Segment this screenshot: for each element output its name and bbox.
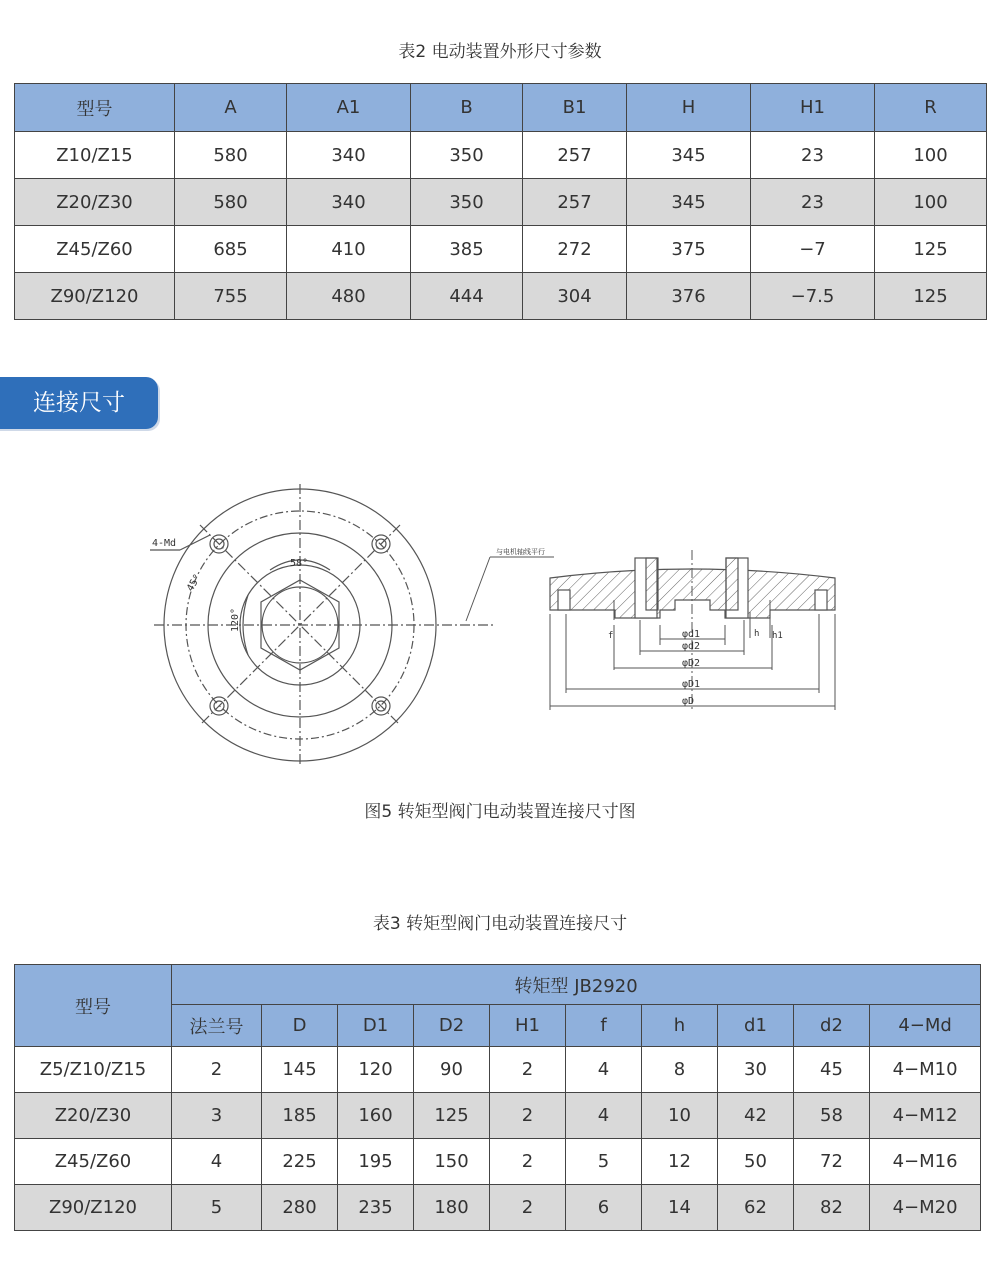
table2-cell: 580 <box>175 132 287 179</box>
table3 <box>14 964 981 1231</box>
table3-cell: 14 <box>642 1185 718 1231</box>
table2-cell: 257 <box>523 132 627 179</box>
table3-cell: 62 <box>718 1185 794 1231</box>
table2-header: H1 <box>751 84 875 132</box>
table3-cell: Z20/Z30 <box>15 1093 172 1139</box>
parallel-note: 与电机轴线平行 <box>496 548 545 556</box>
table3-cell: 3 <box>172 1093 262 1139</box>
table3-cell: 4−M16 <box>870 1139 981 1185</box>
table2-header: A1 <box>287 84 411 132</box>
table-row <box>15 226 987 273</box>
table3-header: H1 <box>490 1005 566 1047</box>
table3-cell: 50 <box>718 1139 794 1185</box>
D-label: φD <box>682 696 695 707</box>
table3-cell: 42 <box>718 1093 794 1139</box>
table2-cell: −7 <box>751 226 875 273</box>
table3-cell: 160 <box>338 1093 414 1139</box>
table3-cell: 4−M20 <box>870 1185 981 1231</box>
table2-cell: 304 <box>523 273 627 320</box>
table2-cell: 272 <box>523 226 627 273</box>
table3-model-header: 型号 <box>15 965 172 1047</box>
table3-cell: 58 <box>794 1093 870 1139</box>
table3-cell: 82 <box>794 1185 870 1231</box>
table-row <box>15 179 987 226</box>
table-row <box>15 132 987 179</box>
section-title: 连接尺寸 <box>0 377 158 429</box>
table2-header: H <box>627 84 751 132</box>
table3-cell: 4−M12 <box>870 1093 981 1139</box>
table3-cell: 6 <box>566 1185 642 1231</box>
table2-cell: Z10/Z15 <box>15 132 175 179</box>
table3-cell: 5 <box>172 1185 262 1231</box>
table2-cell: 23 <box>751 132 875 179</box>
table2-cell: 257 <box>523 179 627 226</box>
md-label: 4-Md <box>152 538 177 549</box>
table2-cell: 376 <box>627 273 751 320</box>
table3-cell: 225 <box>262 1139 338 1185</box>
f-label: f <box>608 631 614 641</box>
table3-cell: 45 <box>794 1047 870 1093</box>
table2-cell: 375 <box>627 226 751 273</box>
table3-cell: 4−M10 <box>870 1047 981 1093</box>
table3-cell: 5 <box>566 1139 642 1185</box>
table2-header: R <box>875 84 987 132</box>
table3-cell: Z45/Z60 <box>15 1139 172 1185</box>
table3-cell: 4 <box>566 1047 642 1093</box>
table2-cell: 685 <box>175 226 287 273</box>
table2-cell: 340 <box>287 179 411 226</box>
table2-cell: Z90/Z120 <box>15 273 175 320</box>
table3-caption: 表3 转矩型阀门电动装置连接尺寸 <box>372 914 628 934</box>
table2-header: A <box>175 84 287 132</box>
table3-cell: 2 <box>490 1047 566 1093</box>
table3-cell: 145 <box>262 1047 338 1093</box>
table3-header: 法兰号 <box>172 1005 262 1047</box>
table3-header: D <box>262 1005 338 1047</box>
table3-cell: 4 <box>172 1139 262 1185</box>
d2-label: φd2 <box>682 641 701 652</box>
table3-cell: 72 <box>794 1139 870 1185</box>
table2-cell: 755 <box>175 273 287 320</box>
table3-group-row <box>15 965 981 1005</box>
table2-cell: 125 <box>875 226 987 273</box>
table3-cell: 280 <box>262 1185 338 1231</box>
table3-cell: 120 <box>338 1047 414 1093</box>
table2-cell: Z45/Z60 <box>15 226 175 273</box>
table3-header: h <box>642 1005 718 1047</box>
table3-header: 4−Md <box>870 1005 981 1047</box>
table2-cell: 345 <box>627 179 751 226</box>
figure5-caption: 图5 转矩型阀门电动装置连接尺寸图 <box>364 802 636 822</box>
table3-cell: 4 <box>566 1093 642 1139</box>
table3-cell: Z5/Z10/Z15 <box>15 1047 172 1093</box>
table3-cell: 185 <box>262 1093 338 1139</box>
table3-header: D2 <box>414 1005 490 1047</box>
flange-section-view <box>540 550 845 715</box>
table2-cell: 100 <box>875 179 987 226</box>
table2-cell: 345 <box>627 132 751 179</box>
table3-cell: 150 <box>414 1139 490 1185</box>
table-row <box>15 1139 981 1185</box>
table-row <box>15 1047 981 1093</box>
D2-label: φD2 <box>682 658 701 669</box>
h-label: h <box>754 629 760 639</box>
table2-cell: 444 <box>411 273 523 320</box>
flange-top-view <box>140 480 500 770</box>
table2-cell: 23 <box>751 179 875 226</box>
table2-header-row <box>15 84 987 132</box>
table3-cell: 30 <box>718 1047 794 1093</box>
table2-cell: 125 <box>875 273 987 320</box>
table3-header: D1 <box>338 1005 414 1047</box>
D1-label: φD1 <box>682 679 701 690</box>
table3-header: f <box>566 1005 642 1047</box>
h1-label: h1 <box>772 631 783 641</box>
table2-cell: −7.5 <box>751 273 875 320</box>
table3-cell: 2 <box>490 1139 566 1185</box>
angle-120-label: 120° <box>230 607 241 632</box>
table3-header: d1 <box>718 1005 794 1047</box>
table2-cell: 480 <box>287 273 411 320</box>
table2-cell: 340 <box>287 132 411 179</box>
table3-cell: 125 <box>414 1093 490 1139</box>
table3-cell: 8 <box>642 1047 718 1093</box>
table-row <box>15 273 987 320</box>
table3-cell: Z90/Z120 <box>15 1185 172 1231</box>
table3-group-header: 转矩型 JB2920 <box>172 965 981 1005</box>
table3-cell: 12 <box>642 1139 718 1185</box>
table2-header: B1 <box>523 84 627 132</box>
table2-cell: 580 <box>175 179 287 226</box>
table3-cell: 10 <box>642 1093 718 1139</box>
table2-cell: 410 <box>287 226 411 273</box>
table3-cell: 2 <box>490 1185 566 1231</box>
table-row <box>15 1185 981 1231</box>
table2-cell: 350 <box>411 132 523 179</box>
table3-header: d2 <box>794 1005 870 1047</box>
d1-label: φd1 <box>682 629 701 640</box>
table2-header: B <box>411 84 523 132</box>
table3-cell: 180 <box>414 1185 490 1231</box>
angle-58-label: 58° <box>290 558 309 569</box>
table3-cell: 90 <box>414 1047 490 1093</box>
table3-cell: 2 <box>490 1093 566 1139</box>
table2-cell: Z20/Z30 <box>15 179 175 226</box>
table2-cell: 385 <box>411 226 523 273</box>
table2-caption: 表2 电动装置外形尺寸参数 <box>398 42 602 62</box>
table2-cell: 350 <box>411 179 523 226</box>
angle-45-label: 45° <box>185 572 204 594</box>
table3-cell: 235 <box>338 1185 414 1231</box>
table2-header: 型号 <box>15 84 175 132</box>
table-row <box>15 1093 981 1139</box>
table3-cell: 2 <box>172 1047 262 1093</box>
table2 <box>14 83 987 320</box>
table3-cell: 195 <box>338 1139 414 1185</box>
table2-cell: 100 <box>875 132 987 179</box>
